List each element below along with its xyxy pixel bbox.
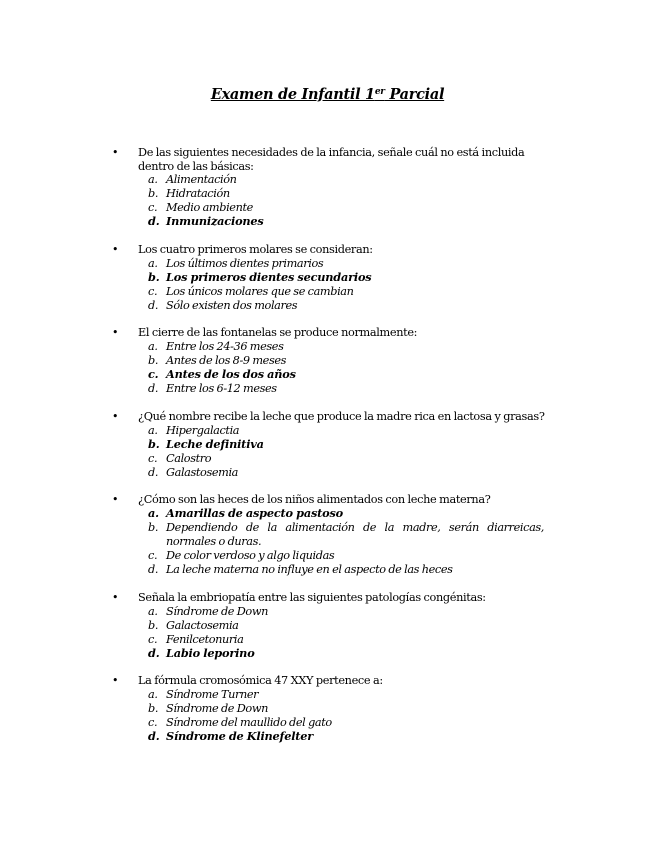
- option-text: Síndrome de Down: [166, 702, 268, 715]
- question-text: El cierre de las fontanelas se produce normalmente:: [138, 326, 418, 339]
- option-letter: c.: [148, 201, 158, 214]
- option-c: [0, 549, 655, 563]
- option-text: Calostro: [166, 452, 212, 465]
- option-c: [0, 285, 655, 299]
- exam-title: [0, 86, 655, 103]
- option-text: Entre los 6-12 meses: [166, 382, 277, 395]
- option-b: [0, 521, 655, 549]
- option-letter: a.: [148, 257, 158, 270]
- option-a-correct: [0, 507, 655, 521]
- option-text: Síndrome de Down: [166, 605, 268, 618]
- option-a: [0, 173, 655, 187]
- option-letter: d.: [148, 214, 160, 228]
- option-letter: b.: [148, 619, 159, 632]
- question-text: ¿Cómo son las heces de los niños alimentados con leche materna?: [138, 493, 491, 506]
- option-a: [0, 340, 655, 354]
- option-d-correct: [0, 215, 655, 229]
- option-letter: b.: [148, 437, 160, 451]
- option-text: Sólo existen dos molares: [166, 299, 298, 312]
- option-letter: c.: [148, 716, 158, 729]
- question-text: De las siguientes necesidades de la infancia, señale cuál no está incluida dentro de las básicas:: [138, 146, 525, 173]
- option-c-correct: [0, 368, 655, 382]
- option-text: Los últimos dientes primarios: [166, 257, 324, 270]
- option-letter: b.: [148, 187, 159, 200]
- option-letter: a.: [148, 506, 159, 520]
- option-letter: a.: [148, 688, 158, 701]
- option-letter: d.: [148, 729, 160, 743]
- option-letter: c.: [148, 367, 159, 381]
- option-a: [0, 688, 655, 702]
- option-b: [0, 619, 655, 633]
- option-text: La leche materna no influye en el aspecto de las heces: [166, 563, 453, 576]
- option-letter: a.: [148, 340, 158, 353]
- option-letter: b.: [148, 702, 159, 715]
- option-d: [0, 563, 655, 577]
- option-text: Síndrome del maullido del gato: [166, 716, 332, 729]
- option-b-correct: [0, 438, 655, 452]
- option-text: Hidratación: [166, 187, 230, 200]
- option-b: [0, 702, 655, 716]
- option-text: Los primeros dientes secundarios: [166, 270, 372, 284]
- option-letter: c.: [148, 285, 158, 298]
- bullet-icon: •: [112, 326, 119, 339]
- option-text: Antes de los dos años: [166, 367, 296, 381]
- bullet-icon: •: [112, 146, 119, 159]
- option-letter: c.: [148, 633, 158, 646]
- option-letter: d.: [148, 299, 159, 312]
- option-letter: b.: [148, 521, 159, 534]
- option-letter: a.: [148, 605, 158, 618]
- option-letter: c.: [148, 549, 158, 562]
- option-text: Síndrome Turner: [166, 688, 259, 701]
- option-letter: a.: [148, 424, 158, 437]
- option-d: [0, 382, 655, 396]
- bullet-icon: •: [112, 410, 119, 423]
- option-c: [0, 201, 655, 215]
- option-text: Entre los 24-36 meses: [166, 340, 284, 353]
- option-letter: d.: [148, 382, 159, 395]
- option-letter: b.: [148, 270, 160, 284]
- option-text: De color verdoso y algo liquidas: [166, 549, 335, 562]
- option-text: Galastosemia: [166, 466, 238, 479]
- option-c: [0, 716, 655, 730]
- option-d-correct: [0, 730, 655, 744]
- option-text: Fenilcetonuria: [166, 633, 244, 646]
- option-text: Alimentación: [166, 173, 237, 186]
- title-superscript: er: [374, 87, 385, 97]
- option-a: [0, 257, 655, 271]
- question-text: Los cuatro primeros molares se consideran:: [138, 243, 373, 256]
- question-text: La fórmula cromosómica 47 XXY pertenece a:: [138, 674, 383, 687]
- bullet-icon: •: [112, 674, 119, 687]
- option-text: Hipergalactia: [166, 424, 240, 437]
- bullet-icon: •: [112, 243, 119, 256]
- option-text: Labio leporino: [166, 646, 255, 660]
- option-text: Medio ambiente: [166, 201, 253, 214]
- option-b: [0, 187, 655, 201]
- option-letter: d.: [148, 466, 159, 479]
- option-text: Amarillas de aspecto pastoso: [166, 506, 343, 520]
- option-letter: d.: [148, 563, 159, 576]
- option-a: [0, 605, 655, 619]
- option-d: [0, 299, 655, 313]
- option-text: Antes de los 8-9 meses: [166, 354, 287, 367]
- option-letter: d.: [148, 646, 160, 660]
- question-text: Señala la embriopatía entre las siguientes patologías congénitas:: [138, 591, 486, 604]
- option-d: [0, 466, 655, 480]
- option-text: Galactosemia: [166, 619, 239, 632]
- option-letter: a.: [148, 173, 158, 186]
- option-c: [0, 452, 655, 466]
- option-letter: b.: [148, 354, 159, 367]
- option-text: Los únicos molares que se cambian: [166, 285, 354, 298]
- option-c: [0, 633, 655, 647]
- bullet-icon: •: [112, 591, 119, 604]
- option-a: [0, 424, 655, 438]
- bullet-icon: •: [112, 493, 119, 506]
- option-letter: c.: [148, 452, 158, 465]
- option-b-correct: [0, 271, 655, 285]
- option-text: Síndrome de Klinefelter: [166, 729, 314, 743]
- option-d-correct: [0, 647, 655, 661]
- title-rest: Parcial: [384, 86, 445, 103]
- question-text: ¿Qué nombre recibe la leche que produce la madre rica en lactosa y grasas?: [138, 410, 545, 423]
- title-main: Examen de Infantil 1: [210, 86, 375, 103]
- option-b: [0, 354, 655, 368]
- option-text: Dependiendo de la alimentación de la madre, serán diarreicas, normales o duras.: [166, 521, 544, 548]
- option-text: Leche definitiva: [166, 437, 264, 451]
- option-text: Inmunizaciones: [166, 214, 264, 228]
